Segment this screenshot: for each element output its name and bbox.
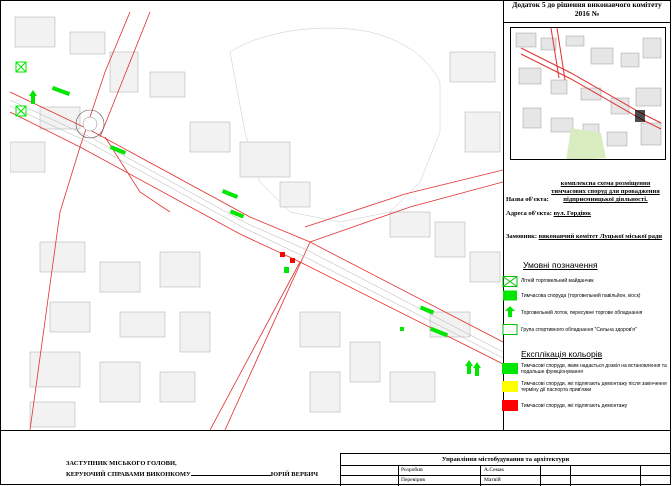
summer-kiosk-icon [502, 276, 518, 287]
title-block-col-line [480, 466, 481, 486]
signature-block [66, 460, 318, 479]
signature-blank [191, 469, 271, 476]
trade-stall-arrow-icon [502, 306, 518, 317]
developer-name: А.Семак [484, 467, 505, 473]
signature-line-1: ЗАСТУПНИК МІСЬКОГО ГОЛОВИ, [66, 460, 177, 467]
developer-label: Розробив [401, 467, 423, 473]
object-name-block [506, 180, 668, 204]
customer-label: Замовник: [506, 233, 538, 240]
title-block-department: Управління містобудування та архітектури [340, 453, 671, 466]
color-swatch-red [502, 400, 518, 411]
object-address-block [506, 210, 668, 218]
legend-label-summer-kiosk: Літній торговельний майданчик [521, 278, 594, 284]
customer-block [506, 233, 668, 241]
object-name-value: комплексна схема розміщення тимчасових споруд для провадження підприємницької діяльності. [551, 180, 660, 203]
summer-kiosk-markers [16, 62, 26, 116]
customer-value: виконавчий комітет Луцької міської ради [538, 233, 663, 240]
inset-map [510, 27, 666, 160]
title-block-col-line [398, 466, 399, 486]
checked-label: Перевірив [401, 477, 426, 483]
legend-label-sport-equipment: Група спортивного обладнання "Сильна здоров'я" [521, 327, 637, 333]
signature-position: КЕРУЮЧИЙ СПРАВАМИ ВИКОНКОМУ [66, 470, 191, 478]
object-address-label: Адреса об'єкта: [506, 210, 552, 217]
color-swatch-yellow [502, 381, 518, 392]
checked-name: Матвій [484, 477, 501, 483]
legend-title: Умовні позначення [523, 260, 598, 270]
color-label-yellow: Тимчасові споруди, які підлягають демонтажу після закінчення терміну дії паспорта прив'язки [521, 381, 667, 393]
color-label-red: Тимчасові споруди, які підлягають демонтажу [521, 403, 628, 409]
object-address-value: вул. Гордіюк [553, 210, 592, 217]
color-legend-title: Експлікація кольорів [521, 349, 603, 359]
bottom-separator [0, 430, 671, 431]
annex-line-2: 2016 № [574, 9, 600, 18]
color-swatch-green [502, 363, 518, 374]
main-map-drawing [10, 12, 503, 430]
legend-label-temporary-structure: Тимчасова споруда (торговельний павільйон, кіоск) [521, 293, 641, 299]
signature-line-2 [66, 469, 318, 480]
title-block-col-line [540, 466, 541, 486]
inset-map-drawing [511, 28, 666, 160]
signature-name: ЮРІЙ ВЕРБИЧ [270, 470, 319, 478]
title-block-col-line [570, 466, 571, 486]
annex-line-1: Додаток 5 до рішення виконавчого комітету [512, 0, 662, 9]
title-block-row-line [340, 475, 671, 476]
title-block-col-line [640, 466, 641, 486]
red-structures [280, 252, 295, 263]
object-name-label: Назва об'єкта: [506, 196, 549, 203]
sport-equipment-icon [502, 324, 518, 335]
temporary-structure-icon [502, 290, 518, 301]
main-map [10, 12, 503, 430]
color-label-green: Тимчасові споруди, яким надається дозвіл на встановлення та подальше функціонування [521, 363, 667, 375]
legend-label-trade-stall: Торговельний лоток, пересувне торгове обладнання [521, 310, 643, 316]
